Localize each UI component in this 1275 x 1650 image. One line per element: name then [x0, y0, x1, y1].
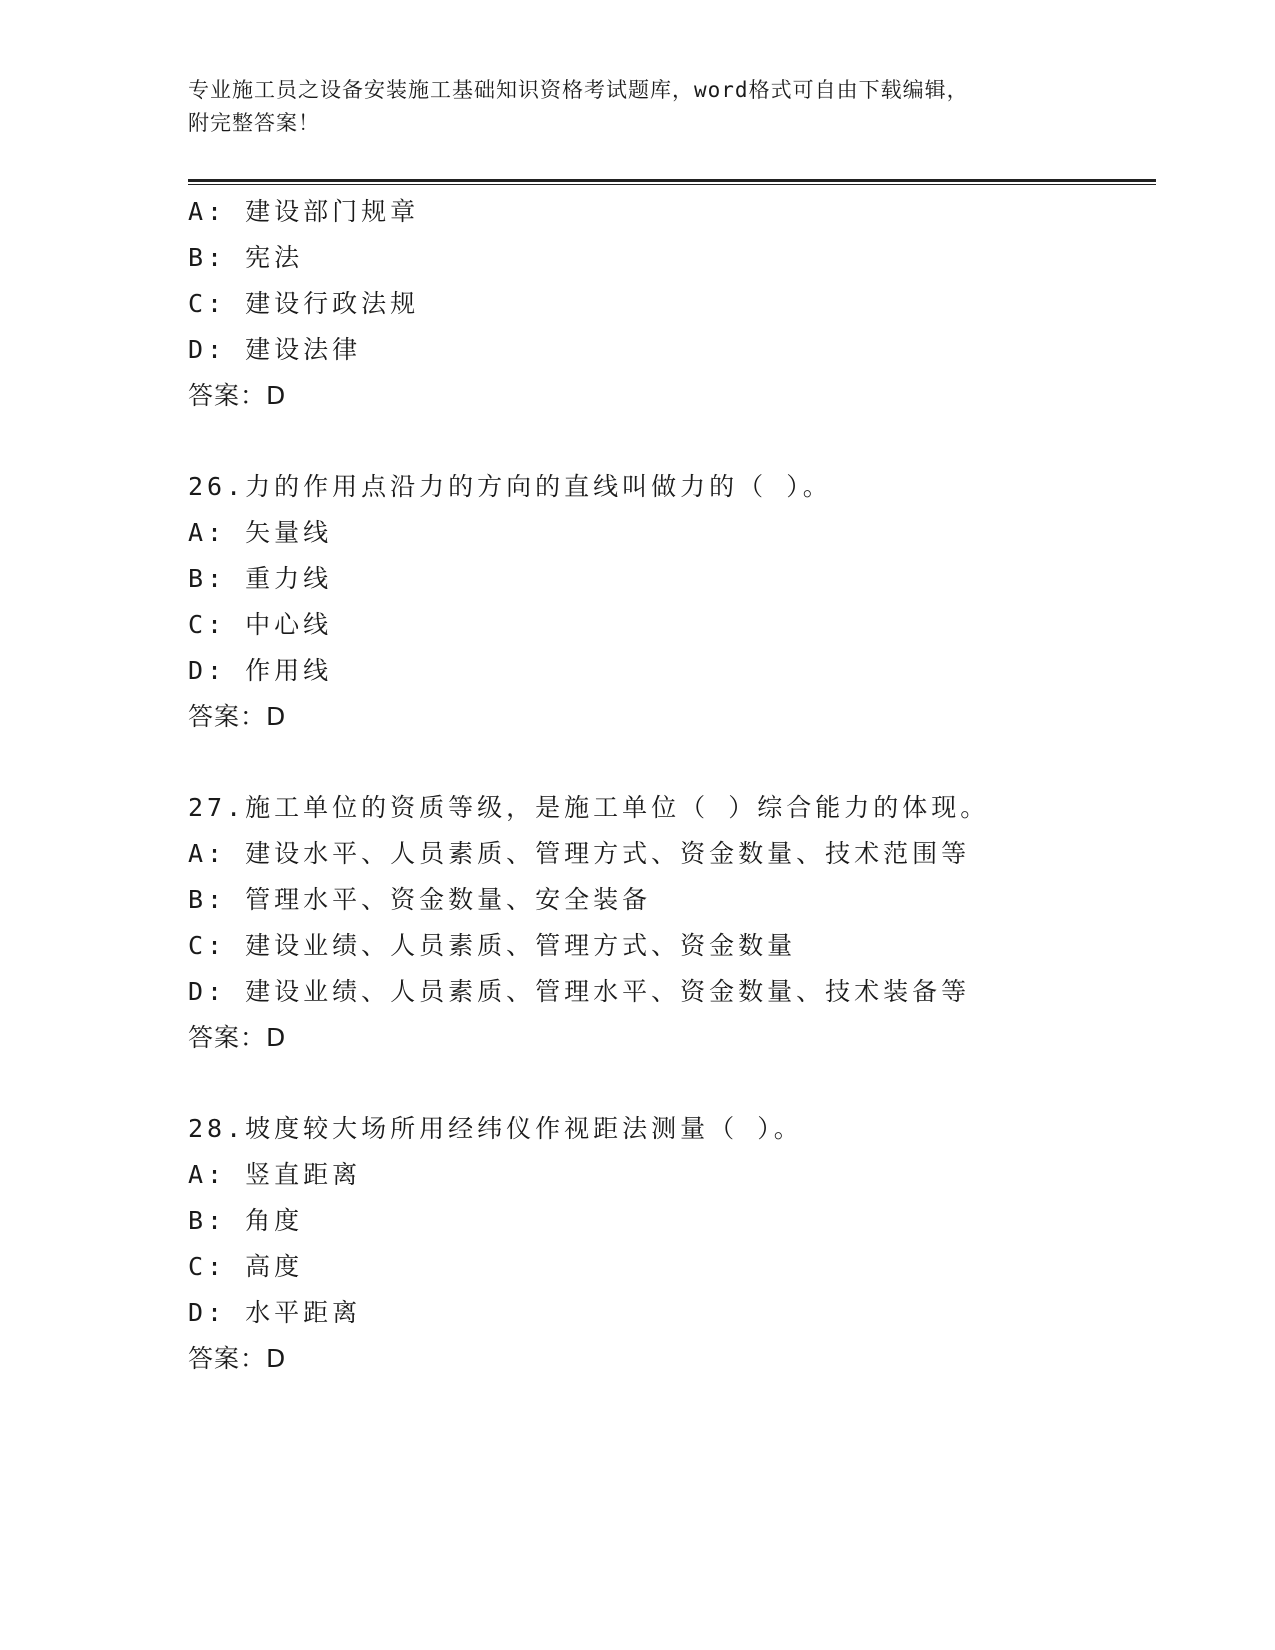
header-rule-thick	[188, 179, 1156, 182]
spacer	[188, 419, 1156, 464]
option-a: A: 竖直距离	[188, 1160, 362, 1189]
header-line-1: 专业施工员之设备安装施工基础知识资格考试题库，word格式可自由下载编辑，	[188, 78, 969, 102]
option-d: D: 建设业绩、人员素质、管理水平、资金数量、技术装备等	[188, 977, 971, 1006]
question-text: 28.坡度较大场所用经纬仪作视距法测量（ ）。	[188, 1114, 803, 1143]
header-rule-thin	[188, 184, 1156, 185]
question-block-27	[188, 785, 1156, 1061]
option-a: A: 建设水平、人员素质、管理方式、资金数量、技术范围等	[188, 839, 971, 868]
question-text: 26.力的作用点沿力的方向的直线叫做力的（ ）。	[188, 472, 832, 501]
answer-line: 答案：D	[188, 1344, 287, 1373]
spacer	[188, 1061, 1156, 1106]
answer-line: 答案：D	[188, 1023, 287, 1052]
option-d: D: 水平距离	[188, 1298, 362, 1327]
option-a: A: 建设部门规章	[188, 197, 420, 226]
option-d: D: 建设法律	[188, 335, 362, 364]
option-d: D: 作用线	[188, 656, 333, 685]
header-line-2: 附完整答案！	[188, 111, 320, 135]
document-header	[188, 74, 1088, 140]
option-a: A: 矢量线	[188, 518, 333, 547]
answer-line: 答案：D	[188, 702, 287, 731]
question-block-26	[188, 464, 1156, 740]
question-list	[188, 189, 1156, 1382]
option-c: C: 高度	[188, 1252, 304, 1281]
question-text: 27.施工单位的资质等级，是施工单位（ ）综合能力的体现。	[188, 793, 990, 822]
answer-line: 答案：D	[188, 381, 287, 410]
option-b: B: 宪法	[188, 243, 304, 272]
option-b: B: 重力线	[188, 564, 333, 593]
option-c: C: 中心线	[188, 610, 333, 639]
option-b: B: 管理水平、资金数量、安全装备	[188, 885, 652, 914]
option-c: C: 建设行政法规	[188, 289, 420, 318]
option-b: B: 角度	[188, 1206, 304, 1235]
option-c: C: 建设业绩、人员素质、管理方式、资金数量	[188, 931, 797, 960]
question-block-28	[188, 1106, 1156, 1382]
question-block-25	[188, 189, 1156, 419]
spacer	[188, 740, 1156, 785]
